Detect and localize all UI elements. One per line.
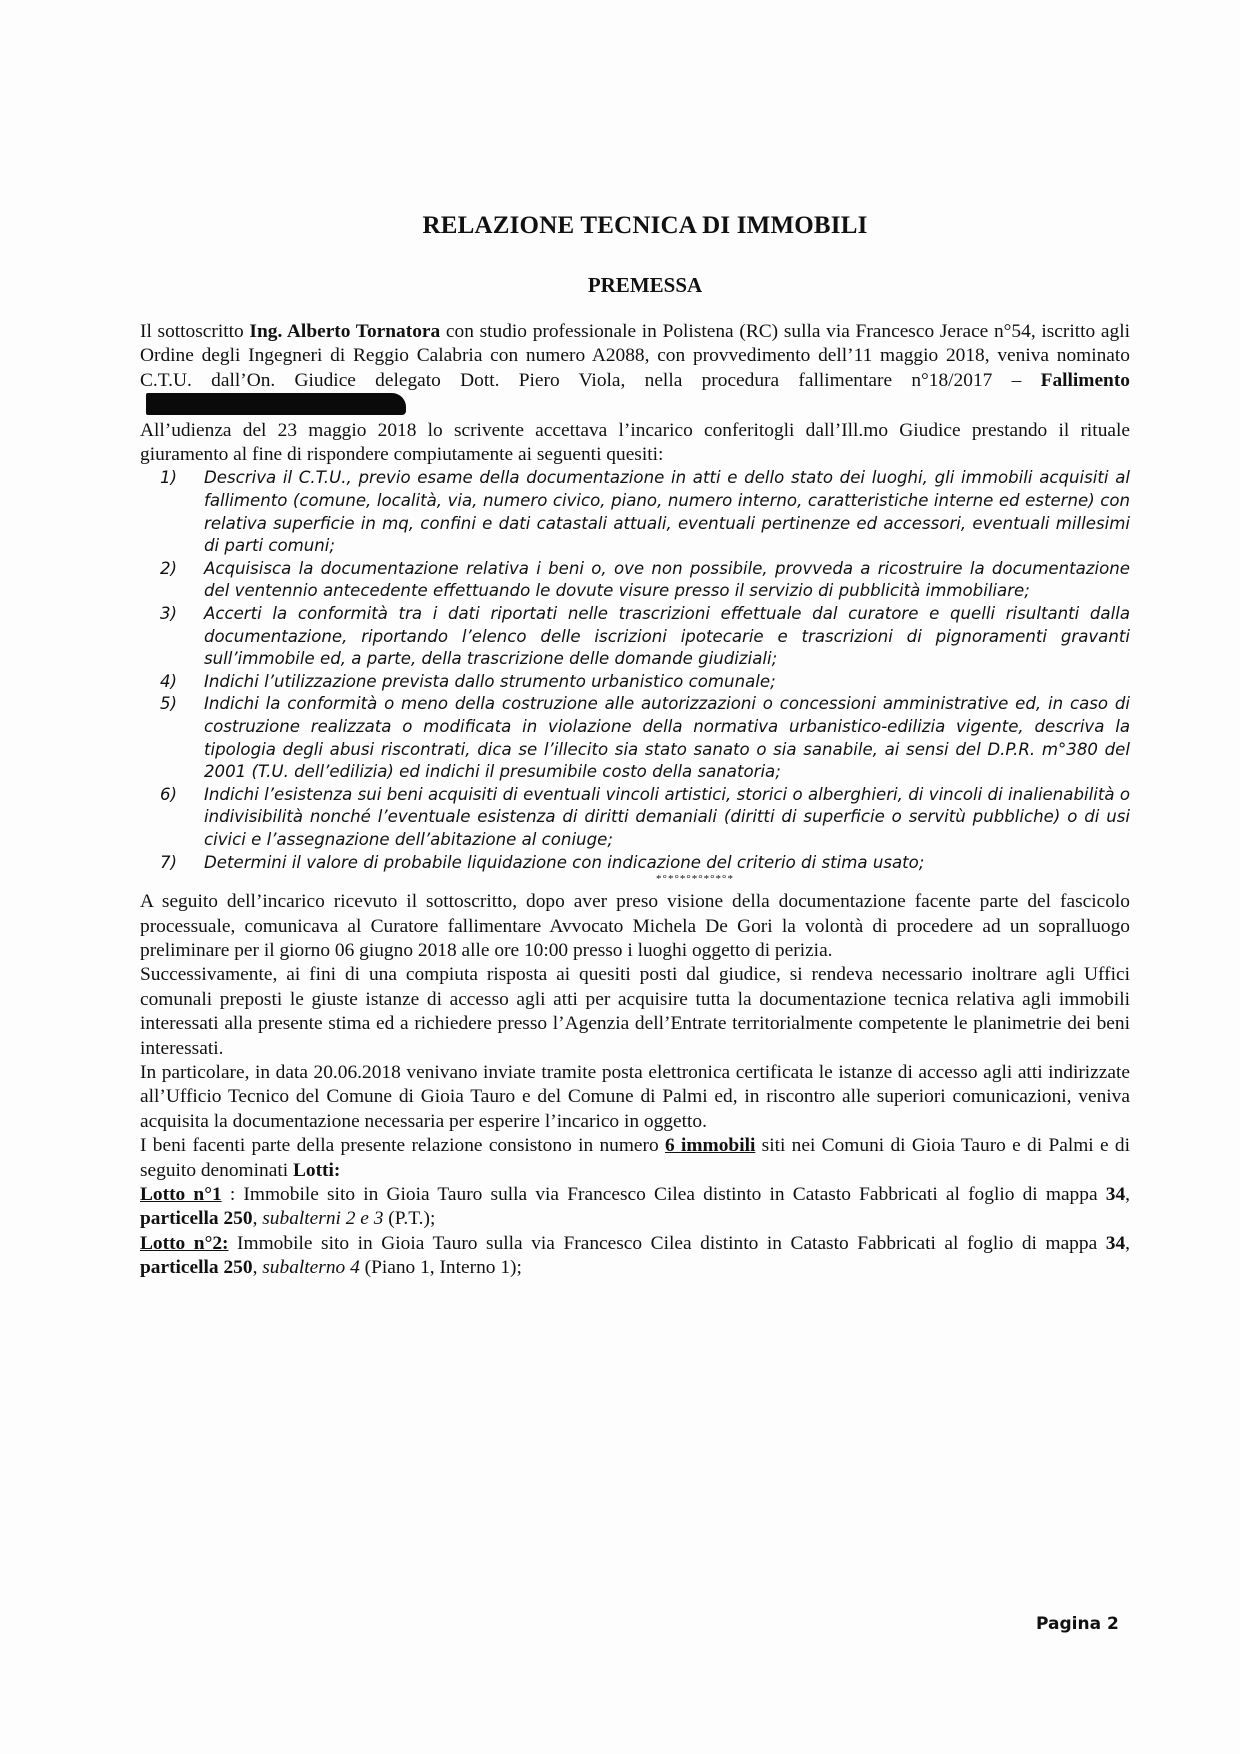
author-name: Ing. Alberto Tornatora [249, 321, 441, 342]
document-title: RELAZIONE TECNICA DI IMMOBILI [422, 212, 868, 239]
list-item [160, 558, 1130, 603]
list-item-text: Indichi l’utilizzazione prevista dallo strumento urbanistico comunale; [204, 671, 776, 691]
list-item-text: Acquisisca la documentazione relativa i beni o, ove non possibile, provveda a ricostruire la documentazione del ventennio antecedente effettuando le dovute visure presso il servizio di pubblicità immobiliare; [204, 558, 1130, 601]
beni-text-2: siti nei Comuni di Gioia Tauro e di Palmi e di seguito denominati [140, 1135, 1130, 1181]
list-item-number: 2) [160, 558, 178, 578]
lotto-label: Lotto n°2: [140, 1232, 229, 1254]
intro-text-1: Il sottoscritto [140, 321, 250, 342]
list-item [160, 784, 1130, 852]
document-body [140, 320, 1130, 1281]
beni-text-1: I beni facenti parte della presente relazione consistono in numero [140, 1135, 666, 1157]
separator-line: *°*°*°*°*°*°* [656, 873, 734, 886]
lotto-2 [140, 1232, 1130, 1281]
redacted-block [146, 393, 406, 415]
fallimento-label: Fallimento [1040, 369, 1130, 391]
lotto-comma: , [252, 1208, 263, 1230]
lotto-separator: , [1125, 1232, 1130, 1254]
paragraph-successivamente: Successivamente, ai fini di una compiuta risposta ai quesiti posti dal giudice, si rendeva necessario inoltrare agli Uffici comunali preposti le giuste istanze di accesso agli atti per acquisire tutta la documentazione tecnica relativa agli immobili interessati alla presente stima ed a richiedere presso l’Agenzia dell’Entrate territorialmente competente le planimetrie dei beni interessati. [140, 964, 1130, 1059]
list-item-number: 1) [160, 468, 178, 488]
beni-count: 6 immobili [665, 1135, 756, 1157]
lotto-description: : Immobile sito in Gioia Tauro sulla via Francesco Cilea distinto in Catasto Fabbricati al foglio di mappa [221, 1184, 1106, 1205]
lotto-comma: , [252, 1257, 263, 1279]
lotti-label: Lotti: [292, 1159, 341, 1181]
lotto-particella: particella 250 [140, 1208, 253, 1230]
list-item-number: 6) [160, 784, 178, 804]
list-item [160, 671, 1130, 694]
list-item-text: Accerti la conformità tra i dati riportati nelle trascrizioni effettuale dal curatore e quelli risultanti dalla documentazione, riportando l’elenco delle iscrizioni ipotecarie e trascrizioni di pignoramenti gravanti sull’immobile ed, a parte, della trascrizione delle domande giudiziali; [204, 604, 1130, 669]
quesiti-list [140, 467, 1130, 874]
list-item [160, 693, 1130, 783]
list-item-number: 5) [160, 694, 178, 714]
page-number: Pagina 2 [1036, 1614, 1119, 1634]
lotto-foglio: 34 [1105, 1232, 1126, 1254]
lotto-particella: particella 250 [140, 1257, 253, 1279]
list-item-number: 4) [160, 671, 178, 691]
list-item-text: Indichi la conformità o meno della costruzione alle autorizzazioni o concessioni amministrative ed, in caso di costruzione realizzata o modificata in violazione della normativa urbanistico-edilizia vigente, descriva la tipologia degli abusi riscontrati, dica se l’illecito sia stato sanato o sia sanabile, ai sensi del D.P.R. m°380 del 2001 (T.U. dell’edilizia) ed indichi il presumibile costo della sanatoria; [204, 694, 1130, 782]
list-item [160, 467, 1130, 557]
paragraph-in-particolare: In particolare, in data 20.06.2018 venivano inviate tramite posta elettronica certificata le istanze di accesso agli atti indirizzate all’Ufficio Tecnico del Comune di Gioia Tauro e del Comune di Palmi ed, in riscontro alle superiori comunicazioni, veniva acquisita la documentazione necessaria per esperire l’incarico in oggetto. [140, 1061, 1130, 1132]
list-item [160, 852, 1130, 875]
lotto-description: Immobile sito in Gioia Tauro sulla via Francesco Cilea distinto in Catasto Fabbricati al foglio di mappa [228, 1232, 1106, 1254]
section-heading: PREMESSA [587, 273, 703, 297]
lotto-piano: (P.T.); [383, 1208, 436, 1230]
lotto-label: Lotto n°1 [140, 1184, 222, 1205]
lotto-1 [140, 1183, 1130, 1232]
lotto-separator: , [1125, 1184, 1130, 1205]
beni-paragraph [140, 1134, 1130, 1183]
list-item-text: Descriva il C.T.U., previo esame della documentazione in atti e dello stato dei luoghi, gli immobili acquisiti al fallimento (comune, località, via, numero civico, piano, numero interno, caratteristiche interne ed esterne) con relativa superficie in mq, confini e dati catastali attuali, eventuali pertinenze ed accessori, eventuali millesimi di parti comuni; [204, 468, 1130, 556]
list-item [160, 603, 1130, 671]
udienza-paragraph: All’udienza del 23 maggio 2018 lo scrivente accettava l’incarico conferitogli dall’Ill.mo Giudice prestando il rituale giuramento al fine di rispondere compiutamente ai seguenti quesiti: [140, 419, 1130, 466]
list-item-text: Indichi l’esistenza sui beni acquisiti di eventuali vincoli artistici, storici o alberghieri, di vincoli di inalienabilità o indivisibilità nonché l’eventuale esistenza di diritti demaniali (diritti di superficie o servitù pubbliche) o di usi civici e l’assegnazione dell’abitazione al coniuge; [204, 784, 1130, 849]
list-item-text: Determini il valore di probabile liquidazione con indicazione del criterio di stima usato; [204, 852, 925, 872]
paragraph-sopralluogo: A seguito dell’incarico ricevuto il sottoscritto, dopo aver preso visione della documentazione facente parte del fascicolo processuale, comunicava al Curatore fallimentare Avvocato Michela De Gori la volontà di procedere ad un sopralluogo preliminare per il giorno 06 giugno 2018 alle ore 10:00 presso i luoghi oggetto di perizia. [140, 891, 1130, 961]
lotto-foglio: 34 [1105, 1184, 1126, 1205]
lotto-subalterno: subalterni 2 e 3 [262, 1208, 384, 1230]
list-item-number: 7) [160, 852, 178, 872]
lotto-piano: (Piano 1, Interno 1); [359, 1257, 522, 1279]
intro-text-2: con studio professionale in Polistena (RC) sulla via Francesco Jerace n°54, iscritto agli Ordine degli Ingegneri di Reggio Calabria con numero A2088, con provvedimento dell’11 maggio 2018, veniva nominato C.T.U. dall’On. Giudice delegato Dott. Piero Viola, nella procedura fallimentare n°18/2017 – [140, 321, 1130, 391]
lotto-subalterno: subalterno 4 [262, 1257, 360, 1279]
intro-paragraph [140, 320, 1130, 419]
list-item-number: 3) [160, 604, 178, 623]
